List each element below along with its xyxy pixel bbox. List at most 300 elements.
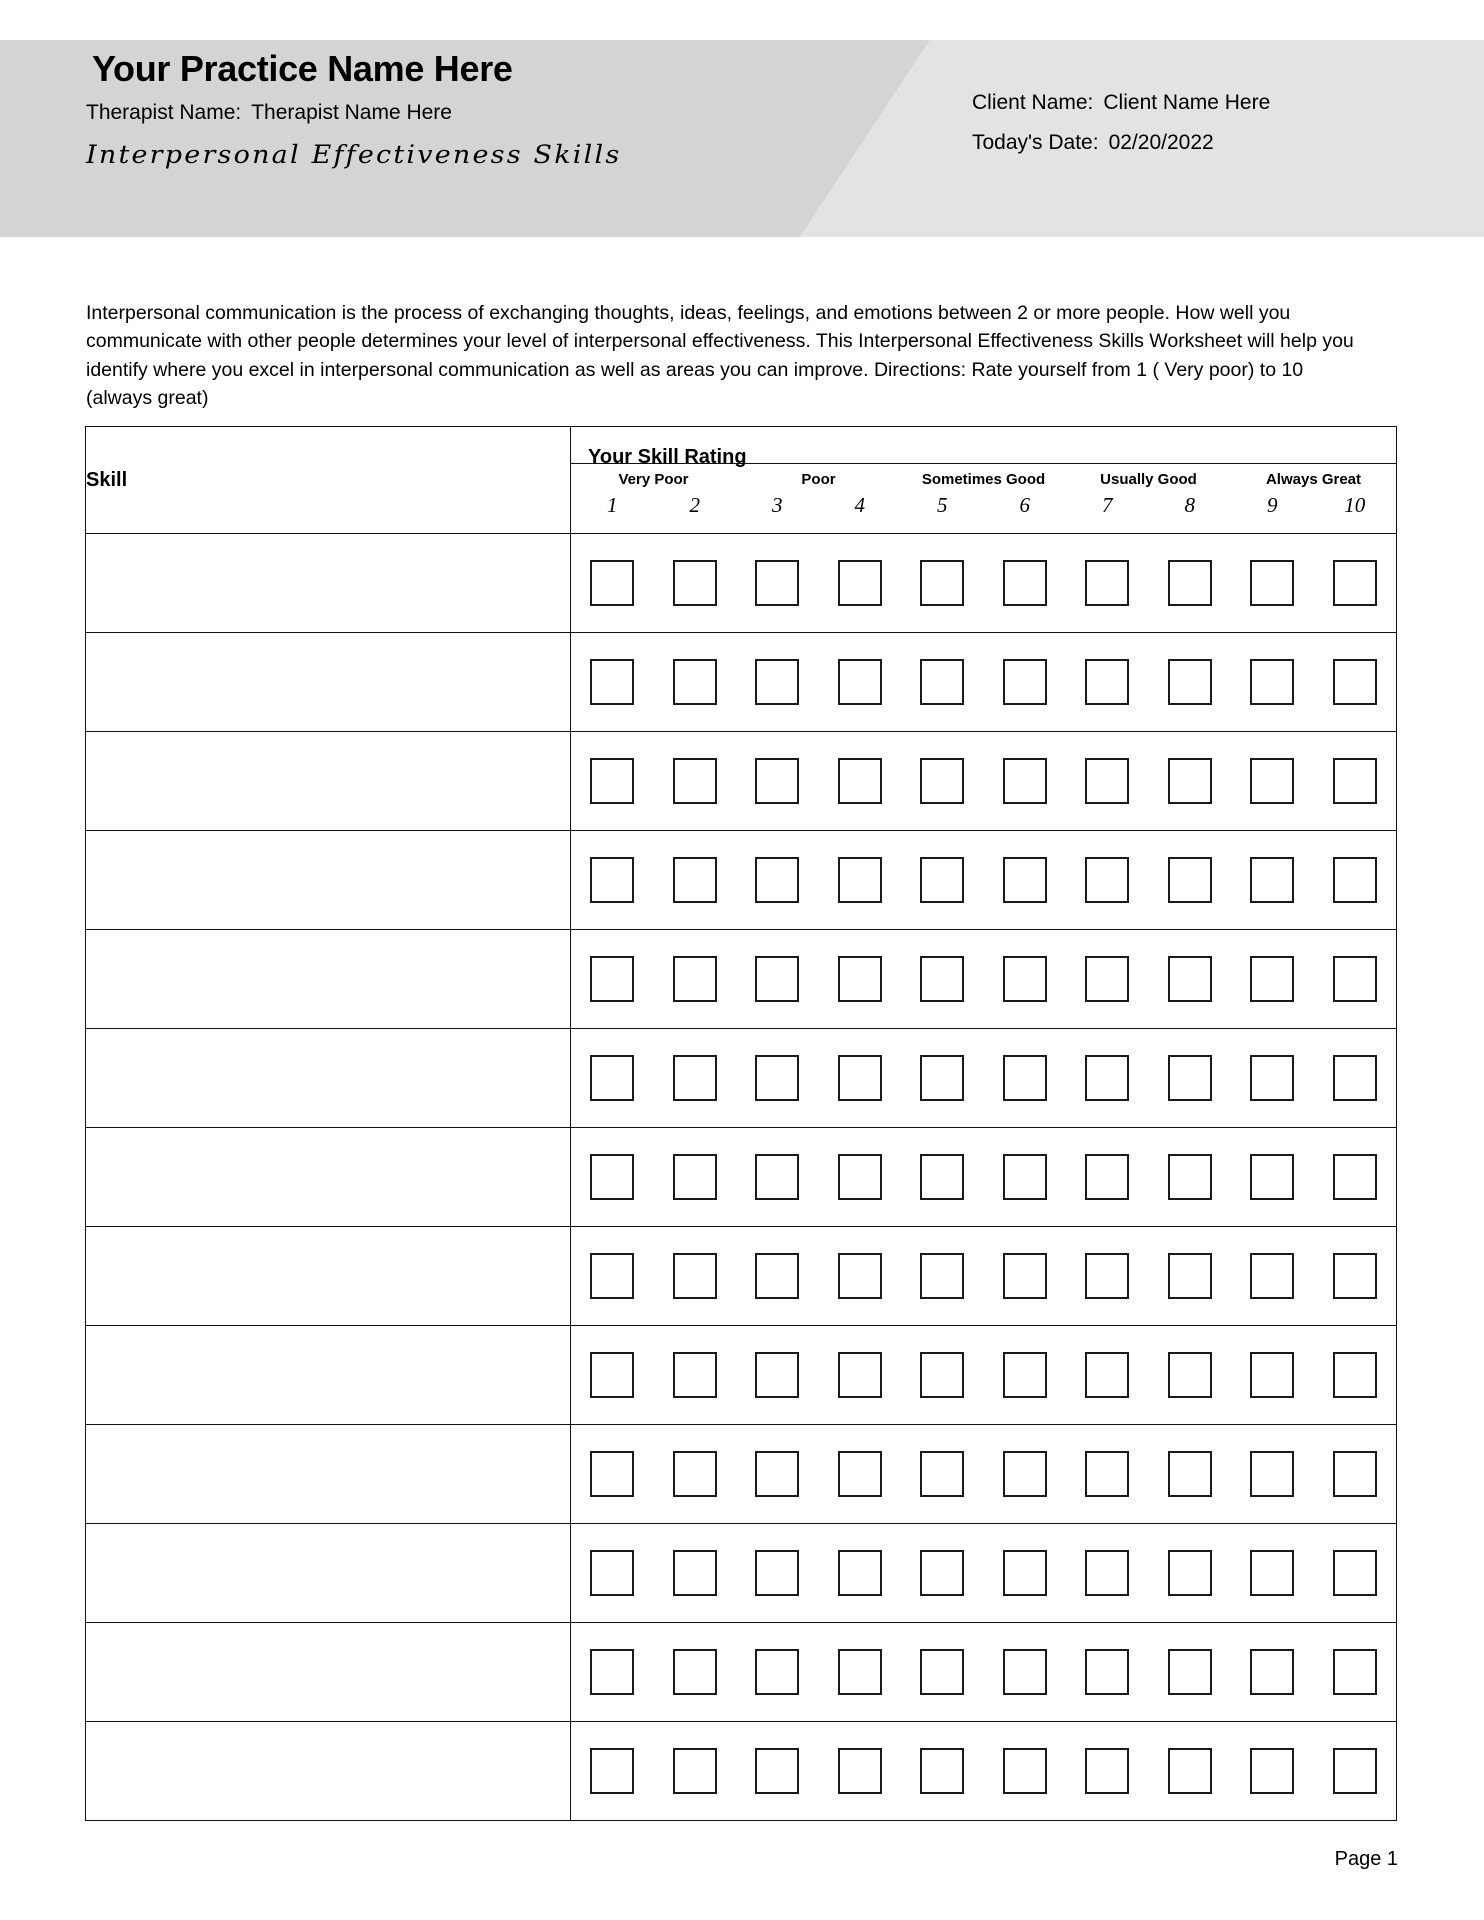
rating-checkbox[interactable]	[590, 1748, 634, 1794]
rating-checkbox-group	[571, 1524, 1397, 1623]
rating-scale-number: 3	[772, 492, 783, 517]
rating-checkbox-cell	[736, 1055, 819, 1101]
rating-checkbox[interactable]	[1003, 758, 1047, 804]
rating-checkbox-cell	[819, 1748, 902, 1794]
rating-checkbox[interactable]	[673, 758, 717, 804]
rating-checkbox-cell	[571, 659, 654, 705]
rating-checkbox[interactable]	[1085, 1649, 1129, 1695]
rating-checkbox[interactable]	[590, 1550, 634, 1596]
rating-checkbox-cell	[984, 857, 1067, 903]
rating-checkbox-cell	[1149, 857, 1232, 903]
rating-checkbox-cell	[1149, 659, 1232, 705]
rating-checkbox-cell	[1149, 956, 1232, 1002]
rating-checkbox-cell	[1149, 1550, 1232, 1596]
rating-checkbox-cell	[984, 1352, 1067, 1398]
rating-checkbox-cell	[901, 1055, 984, 1101]
skill-name-input[interactable]	[86, 1623, 571, 1722]
rating-checkbox[interactable]	[838, 1154, 882, 1200]
rating-checkbox-cell	[819, 857, 902, 903]
rating-checkbox-cell	[571, 758, 654, 804]
rating-checkbox[interactable]	[920, 1253, 964, 1299]
rating-checkbox-cell	[654, 1154, 737, 1200]
rating-checkbox[interactable]	[590, 758, 634, 804]
rating-checkbox[interactable]	[1250, 1550, 1294, 1596]
rating-checkbox-cell	[1231, 1649, 1314, 1695]
rating-checkbox[interactable]	[1085, 560, 1129, 606]
rating-checkbox[interactable]	[920, 758, 964, 804]
rating-checkbox-cell	[984, 659, 1067, 705]
rating-checkbox-cell	[1314, 1055, 1397, 1101]
rating-checkbox[interactable]	[1085, 659, 1129, 705]
rating-checkbox-cell	[1314, 1154, 1397, 1200]
rating-checkbox[interactable]	[1333, 1451, 1377, 1497]
therapist-name-value[interactable]: Therapist Name Here	[251, 101, 452, 124]
rating-checkbox[interactable]	[920, 956, 964, 1002]
rating-checkbox-cell	[1149, 1649, 1232, 1695]
rating-checkbox[interactable]	[838, 560, 882, 606]
rating-checkbox[interactable]	[838, 1253, 882, 1299]
rating-checkbox[interactable]	[755, 560, 799, 606]
rating-checkbox[interactable]	[755, 659, 799, 705]
rating-checkbox[interactable]	[1085, 1352, 1129, 1398]
rating-checkbox-cell	[1066, 1055, 1149, 1101]
rating-checkbox-cell	[1314, 758, 1397, 804]
rating-checkbox-group	[571, 1128, 1397, 1227]
rating-checkbox[interactable]	[755, 1550, 799, 1596]
rating-scale-number: 8	[1184, 492, 1195, 517]
rating-checkbox-cell	[1066, 659, 1149, 705]
rating-checkbox-cell	[736, 659, 819, 705]
rating-checkbox-group	[571, 633, 1397, 732]
rating-checkbox-cell	[736, 857, 819, 903]
rating-checkbox-cell	[1314, 1253, 1397, 1299]
rating-checkbox[interactable]	[1085, 1550, 1129, 1596]
rating-scale-number: 6	[1019, 492, 1030, 517]
rating-checkbox-cell	[1149, 1451, 1232, 1497]
rating-checkbox-cell	[819, 560, 902, 606]
rating-checkbox[interactable]	[1003, 1451, 1047, 1497]
rating-checkbox[interactable]	[1003, 1055, 1047, 1101]
rating-checkbox[interactable]	[1168, 1649, 1212, 1695]
rating-checkbox-group	[571, 732, 1397, 831]
rating-checkbox[interactable]	[1168, 1253, 1212, 1299]
rating-checkbox[interactable]	[1085, 857, 1129, 903]
rating-scale-number: 1	[607, 492, 618, 517]
worksheet-title: Interpersonal Effectiveness Skills	[86, 140, 622, 170]
rating-checkbox-group	[571, 1623, 1397, 1722]
rating-checkbox[interactable]	[1168, 857, 1212, 903]
rating-checkbox-cell	[1066, 857, 1149, 903]
rating-checkbox[interactable]	[673, 1154, 717, 1200]
rating-checkbox[interactable]	[1250, 1748, 1294, 1794]
intro-paragraph: Interpersonal communication is the process of exchanging thoughts, ideas, feelings, and emotions between 2 or more people. How well you communicate with other people determines your level of interpersonal effectiveness. This Interpersonal Effectiveness Skills Worksheet will help you identify where you excel in interpersonal communication as well as areas you can improve. Directions: Rate yourself from 1 ( Very poor) to 10 (always great)	[86, 301, 1354, 409]
skill-name-input[interactable]	[86, 1722, 571, 1821]
rating-checkbox[interactable]	[1333, 659, 1377, 705]
rating-checkbox-cell	[736, 560, 819, 606]
rating-checkbox[interactable]	[1168, 560, 1212, 606]
rating-checkbox-cell	[1066, 560, 1149, 606]
rating-checkbox[interactable]	[673, 659, 717, 705]
rating-checkbox-cell	[1231, 1550, 1314, 1596]
rating-checkbox[interactable]	[673, 560, 717, 606]
rating-checkbox-cell	[571, 1154, 654, 1200]
rating-checkbox-group	[571, 1227, 1397, 1326]
rating-checkbox-cell	[819, 1055, 902, 1101]
rating-checkbox-cell	[736, 758, 819, 804]
rating-checkbox-cell	[1231, 1352, 1314, 1398]
rating-checkbox-cell	[571, 1649, 654, 1695]
rating-checkbox[interactable]	[920, 1352, 964, 1398]
rating-checkbox-cell	[654, 1550, 737, 1596]
table-row	[86, 1623, 1397, 1722]
table-row	[86, 1128, 1397, 1227]
rating-checkbox[interactable]	[1085, 1451, 1129, 1497]
rating-scale-number: 7	[1102, 492, 1113, 517]
rating-checkbox-cell	[1314, 956, 1397, 1002]
skill-name-input[interactable]	[86, 1029, 571, 1128]
rating-checkbox-cell	[1149, 758, 1232, 804]
rating-checkbox[interactable]	[590, 857, 634, 903]
client-name-field	[972, 91, 1270, 115]
rating-checkbox[interactable]	[1250, 1154, 1294, 1200]
rating-checkbox[interactable]	[920, 1550, 964, 1596]
rating-checkbox-cell	[571, 1550, 654, 1596]
rating-checkbox[interactable]	[838, 857, 882, 903]
rating-checkbox-cell	[736, 956, 819, 1002]
rating-checkbox-cell	[901, 956, 984, 1002]
rating-checkbox[interactable]	[755, 1352, 799, 1398]
skill-rating-table	[85, 426, 1397, 1821]
rating-checkbox-cell	[984, 1550, 1067, 1596]
rating-checkbox[interactable]	[755, 956, 799, 1002]
rating-band-label: Sometimes Good	[921, 470, 1046, 488]
skill-name-input[interactable]	[86, 1524, 571, 1623]
rating-checkbox[interactable]	[920, 1154, 964, 1200]
table-row	[86, 1722, 1397, 1821]
rating-checkbox-cell	[654, 956, 737, 1002]
rating-checkbox[interactable]	[673, 1055, 717, 1101]
rating-checkbox-cell	[901, 1253, 984, 1299]
client-name-label: Client Name:	[972, 91, 1094, 114]
todays-date-label: Today's Date:	[972, 131, 1099, 154]
rating-checkbox[interactable]	[590, 1055, 634, 1101]
rating-checkbox[interactable]	[1250, 857, 1294, 903]
rating-checkbox-cell	[1066, 1649, 1149, 1695]
rating-checkbox[interactable]	[1168, 956, 1212, 1002]
rating-checkbox[interactable]	[920, 1055, 964, 1101]
rating-checkbox[interactable]	[1333, 1253, 1377, 1299]
rating-checkbox[interactable]	[755, 1253, 799, 1299]
rating-checkbox[interactable]	[838, 1649, 882, 1695]
todays-date-value[interactable]: 02/20/2022	[1108, 131, 1214, 154]
skill-name-input[interactable]	[86, 534, 571, 633]
rating-checkbox[interactable]	[1168, 1451, 1212, 1497]
rating-checkbox-cell	[901, 1649, 984, 1695]
table-row	[86, 1227, 1397, 1326]
rating-checkbox[interactable]	[1250, 1352, 1294, 1398]
rating-checkbox[interactable]	[673, 1649, 717, 1695]
rating-checkbox[interactable]	[590, 659, 634, 705]
table-body	[86, 534, 1397, 1821]
rating-checkbox[interactable]	[590, 1253, 634, 1299]
skill-name-input[interactable]	[86, 1326, 571, 1425]
skill-name-input[interactable]	[86, 633, 571, 732]
rating-checkbox-cell	[819, 1649, 902, 1695]
rating-band-label: Very Poor	[618, 470, 689, 488]
table-row	[86, 1425, 1397, 1524]
rating-checkbox-cell	[571, 1451, 654, 1497]
rating-checkbox-cell	[1149, 560, 1232, 606]
rating-checkbox-group	[571, 1425, 1397, 1524]
rating-checkbox-cell	[1231, 560, 1314, 606]
rating-checkbox[interactable]	[673, 1253, 717, 1299]
rating-checkbox[interactable]	[1250, 1055, 1294, 1101]
rating-scale-number: 10	[1344, 492, 1366, 517]
table-row	[86, 930, 1397, 1029]
rating-checkbox[interactable]	[1003, 857, 1047, 903]
rating-checkbox-cell	[819, 758, 902, 804]
rating-checkbox[interactable]	[1003, 1352, 1047, 1398]
rating-checkbox-cell	[901, 758, 984, 804]
rating-checkbox[interactable]	[755, 857, 799, 903]
rating-checkbox-cell	[736, 1550, 819, 1596]
rating-checkbox[interactable]	[1003, 956, 1047, 1002]
table-row	[86, 831, 1397, 930]
rating-checkbox-cell	[1231, 1451, 1314, 1497]
rating-checkbox-cell	[984, 758, 1067, 804]
rating-checkbox-cell	[654, 1451, 737, 1497]
client-name-value[interactable]: Client Name Here	[1103, 91, 1271, 114]
rating-checkbox[interactable]	[920, 1451, 964, 1497]
rating-checkbox-group	[571, 1722, 1397, 1821]
rating-checkbox[interactable]	[755, 1055, 799, 1101]
rating-checkbox-cell	[1149, 1352, 1232, 1398]
rating-checkbox[interactable]	[673, 1748, 717, 1794]
rating-checkbox[interactable]	[838, 1451, 882, 1497]
rating-checkbox-group	[571, 831, 1397, 930]
rating-checkbox-cell	[1149, 1253, 1232, 1299]
rating-checkbox[interactable]	[1250, 956, 1294, 1002]
rating-checkbox-cell	[654, 1649, 737, 1695]
rating-checkbox-cell	[1314, 1649, 1397, 1695]
rating-scale-number: 4	[854, 492, 865, 517]
rating-checkbox-cell	[901, 1352, 984, 1398]
rating-checkbox[interactable]	[1333, 1154, 1377, 1200]
rating-checkbox[interactable]	[1168, 659, 1212, 705]
rating-checkbox-cell	[819, 1451, 902, 1497]
rating-checkbox-cell	[984, 1649, 1067, 1695]
rating-checkbox[interactable]	[838, 1055, 882, 1101]
rating-checkbox[interactable]	[1003, 1550, 1047, 1596]
rating-checkbox-cell	[1314, 560, 1397, 606]
rating-checkbox-cell	[1149, 1055, 1232, 1101]
rating-checkbox[interactable]	[1003, 560, 1047, 606]
rating-checkbox[interactable]	[1333, 1649, 1377, 1695]
table-row	[86, 732, 1397, 831]
rating-checkbox[interactable]	[1250, 560, 1294, 606]
table-row	[86, 534, 1397, 633]
rating-checkbox[interactable]	[590, 956, 634, 1002]
rating-checkbox-cell	[736, 1451, 819, 1497]
table-row	[86, 1326, 1397, 1425]
rating-checkbox[interactable]	[920, 560, 964, 606]
rating-checkbox-group	[571, 1029, 1397, 1128]
rating-checkbox-cell	[1314, 659, 1397, 705]
rating-checkbox-cell	[571, 1055, 654, 1101]
rating-checkbox[interactable]	[1085, 1154, 1129, 1200]
table-row	[86, 1029, 1397, 1128]
rating-checkbox-cell	[1066, 1352, 1149, 1398]
skill-name-input[interactable]	[86, 732, 571, 831]
rating-checkbox[interactable]	[920, 1649, 964, 1695]
rating-checkbox-cell	[736, 1154, 819, 1200]
rating-checkbox-cell	[736, 1748, 819, 1794]
rating-checkbox[interactable]	[590, 1154, 634, 1200]
rating-checkbox-cell	[654, 857, 737, 903]
rating-checkbox-cell	[819, 1352, 902, 1398]
rating-checkbox[interactable]	[590, 560, 634, 606]
rating-checkbox[interactable]	[755, 1649, 799, 1695]
rating-scale-number: 9	[1267, 492, 1278, 517]
rating-checkbox-cell	[1066, 1253, 1149, 1299]
rating-checkbox-cell	[736, 1649, 819, 1695]
rating-checkbox[interactable]	[1250, 1649, 1294, 1695]
rating-checkbox[interactable]	[838, 956, 882, 1002]
rating-band-label: Usually Good	[1100, 470, 1197, 488]
rating-checkbox[interactable]	[1003, 1649, 1047, 1695]
rating-checkbox[interactable]	[590, 1451, 634, 1497]
rating-checkbox-cell	[819, 1550, 902, 1596]
rating-checkbox[interactable]	[1250, 1451, 1294, 1497]
rating-checkbox[interactable]	[1333, 956, 1377, 1002]
rating-checkbox[interactable]	[755, 1451, 799, 1497]
rating-checkbox[interactable]	[1003, 1748, 1047, 1794]
rating-checkbox-cell	[984, 1451, 1067, 1497]
rating-checkbox[interactable]	[1168, 1154, 1212, 1200]
rating-checkbox-group	[571, 1326, 1397, 1425]
rating-checkbox[interactable]	[590, 1352, 634, 1398]
rating-checkbox[interactable]	[755, 1154, 799, 1200]
rating-checkbox-cell	[654, 659, 737, 705]
rating-checkbox[interactable]	[920, 1748, 964, 1794]
table-header	[86, 427, 1397, 534]
therapist-name-label: Therapist Name:	[86, 101, 242, 124]
rating-checkbox-cell	[654, 1253, 737, 1299]
rating-checkbox-cell	[901, 857, 984, 903]
rating-checkbox-cell	[654, 1748, 737, 1794]
rating-checkbox[interactable]	[1333, 560, 1377, 606]
rating-checkbox[interactable]	[1333, 857, 1377, 903]
rating-checkbox-cell	[901, 1154, 984, 1200]
rating-checkbox[interactable]	[1250, 758, 1294, 804]
rating-checkbox[interactable]	[838, 1550, 882, 1596]
rating-checkbox-cell	[819, 1253, 902, 1299]
rating-checkbox[interactable]	[920, 857, 964, 903]
rating-checkbox-cell	[1231, 857, 1314, 903]
rating-checkbox[interactable]	[920, 659, 964, 705]
rating-checkbox-cell	[1314, 1550, 1397, 1596]
rating-checkbox[interactable]	[673, 857, 717, 903]
rating-checkbox[interactable]	[1168, 1748, 1212, 1794]
rating-checkbox[interactable]	[838, 1352, 882, 1398]
rating-checkbox[interactable]	[1250, 1253, 1294, 1299]
skill-name-input[interactable]	[86, 1425, 571, 1524]
rating-checkbox-cell	[984, 956, 1067, 1002]
rating-checkbox[interactable]	[1003, 1154, 1047, 1200]
rating-checkbox-cell	[984, 1748, 1067, 1794]
rating-checkbox-cell	[1314, 857, 1397, 903]
rating-checkbox[interactable]	[1085, 956, 1129, 1002]
rating-checkbox-cell	[1066, 1451, 1149, 1497]
rating-checkbox[interactable]	[838, 758, 882, 804]
rating-checkbox-cell	[984, 1055, 1067, 1101]
rating-checkbox-cell	[1314, 1352, 1397, 1398]
skill-name-input[interactable]	[86, 1128, 571, 1227]
rating-checkbox-group	[571, 534, 1397, 633]
rating-checkbox-cell	[1231, 659, 1314, 705]
rating-checkbox[interactable]	[1003, 659, 1047, 705]
skill-name-input[interactable]	[86, 930, 571, 1029]
rating-checkbox[interactable]	[1333, 758, 1377, 804]
rating-checkbox[interactable]	[1003, 1253, 1047, 1299]
table-row	[86, 633, 1397, 732]
rating-checkbox-cell	[571, 560, 654, 606]
page-number: Page 1	[1334, 1848, 1398, 1870]
rating-checkbox[interactable]	[1168, 1055, 1212, 1101]
rating-checkbox[interactable]	[1333, 1352, 1377, 1398]
rating-checkbox-cell	[571, 1352, 654, 1398]
rating-checkbox[interactable]	[1168, 1352, 1212, 1398]
rating-checkbox[interactable]	[1333, 1055, 1377, 1101]
rating-checkbox[interactable]	[1085, 1748, 1129, 1794]
rating-checkbox[interactable]	[755, 758, 799, 804]
table-header-row	[86, 427, 1397, 534]
skill-name-input[interactable]	[86, 831, 571, 930]
rating-checkbox[interactable]	[1250, 659, 1294, 705]
rating-checkbox-cell	[571, 857, 654, 903]
rating-checkbox-cell	[654, 1352, 737, 1398]
rating-checkbox[interactable]	[1168, 758, 1212, 804]
rating-checkbox[interactable]	[590, 1649, 634, 1695]
rating-checkbox-cell	[819, 956, 902, 1002]
rating-checkbox[interactable]	[1333, 1748, 1377, 1794]
rating-checkbox[interactable]	[1333, 1550, 1377, 1596]
rating-checkbox-cell	[654, 560, 737, 606]
skill-name-input[interactable]	[86, 1227, 571, 1326]
rating-checkbox[interactable]	[1085, 1253, 1129, 1299]
rating-checkbox-cell	[984, 1154, 1067, 1200]
rating-checkbox-cell	[1066, 1154, 1149, 1200]
rating-checkbox-cell	[571, 1253, 654, 1299]
rating-checkbox[interactable]	[673, 956, 717, 1002]
rating-checkbox-cell	[1066, 1550, 1149, 1596]
rating-checkbox[interactable]	[1085, 758, 1129, 804]
rating-checkbox[interactable]	[1168, 1550, 1212, 1596]
rating-column-header	[571, 427, 1397, 534]
rating-checkbox-cell	[819, 659, 902, 705]
practice-name: Your Practice Name Here	[92, 48, 513, 89]
rating-checkbox[interactable]	[1085, 1055, 1129, 1101]
therapist-name-field	[86, 101, 452, 125]
rating-checkbox[interactable]	[673, 1352, 717, 1398]
rating-checkbox[interactable]	[755, 1748, 799, 1794]
rating-checkbox[interactable]	[673, 1451, 717, 1497]
rating-checkbox-cell	[901, 1748, 984, 1794]
rating-checkbox[interactable]	[673, 1550, 717, 1596]
rating-checkbox[interactable]	[838, 1748, 882, 1794]
rating-checkbox[interactable]	[838, 659, 882, 705]
rating-checkbox-cell	[1149, 1154, 1232, 1200]
